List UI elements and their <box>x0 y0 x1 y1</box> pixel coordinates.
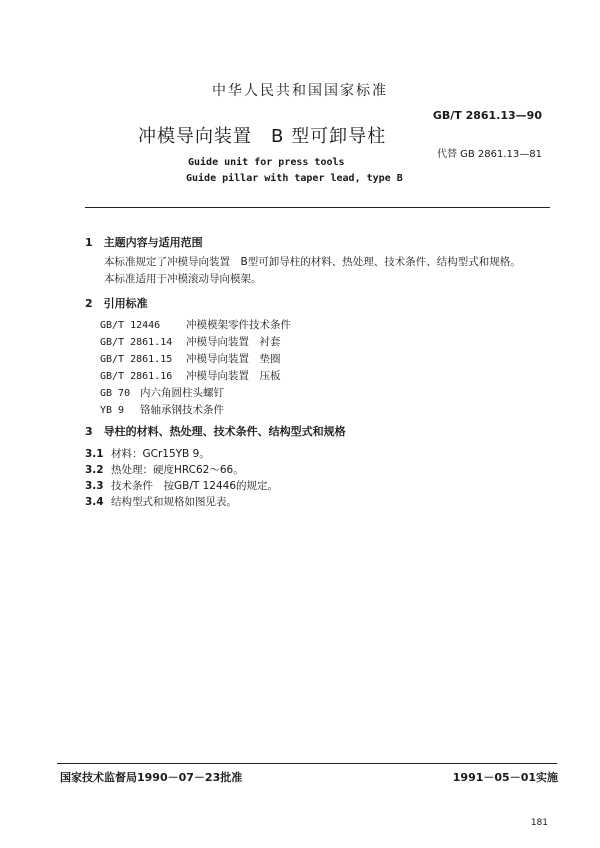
document-title-english-line2: Guide pillar with taper lead, type B <box>186 173 403 184</box>
clause-number: 3.2 <box>85 464 104 476</box>
reference-title: 冲模导向装置 垫圈 <box>186 353 281 365</box>
reference-row <box>100 368 281 383</box>
reference-row <box>100 385 224 400</box>
document-title-english-line1: Guide unit for press tools <box>188 157 345 168</box>
approval-date: 国家技术监督局1990－07－23批准 <box>60 771 243 784</box>
clause-item <box>85 478 278 493</box>
standard-number: GB/T 2861.13—90 <box>432 109 542 122</box>
reference-title: 内六角圆柱头螺钉 <box>140 387 224 399</box>
clause-number: 3.4 <box>85 496 104 508</box>
header-divider <box>85 207 550 208</box>
clause-number: 3.1 <box>85 448 104 460</box>
reference-title: 冲模导向装置 压板 <box>186 370 281 382</box>
reference-row <box>100 334 281 349</box>
clause-text: 技术条件 按GB/T 12446的规定。 <box>111 480 279 492</box>
reference-code: GB 70 <box>100 388 131 399</box>
section-1-heading: 1 主题内容与适用范围 <box>85 236 203 249</box>
reference-title: 冲模导向装置 衬套 <box>186 336 281 348</box>
reference-code: GB/T 2861.16 <box>100 371 173 382</box>
reference-row <box>100 317 291 332</box>
clause-text: 热处理：硬度HRC62～66。 <box>111 464 244 476</box>
national-standard-label: 中华人民共和国国家标准 <box>212 83 388 99</box>
section-1-paragraph-1: 本标准规定了冲模导向装置 B型可卸导柱的材料、热处理、技术条件、结构型式和规格。 <box>104 256 521 268</box>
section-1-paragraph-2: 本标准适用于冲模滚动导向模架。 <box>104 273 262 285</box>
clause-item <box>85 462 244 477</box>
reference-code: YB 9 <box>100 405 125 416</box>
clause-item <box>85 446 210 461</box>
clause-number: 3.3 <box>85 480 104 492</box>
reference-code: GB/T 12446 <box>100 320 161 331</box>
reference-row <box>100 402 224 417</box>
replaces-standard: 代替 GB 2861.13—81 <box>436 149 542 160</box>
clause-text: 结构型式和规格如图见表。 <box>111 496 237 508</box>
clause-text: 材料：GCr15YB 9。 <box>111 448 210 460</box>
footer-divider <box>57 763 557 764</box>
clause-item <box>85 494 237 509</box>
section-2-heading: 2 引用标准 <box>85 297 148 310</box>
reference-title: 铬轴承钢技术条件 <box>140 404 224 416</box>
section-3-heading: 3 导柱的材料、热处理、技术条件、结构型式和规格 <box>85 425 346 438</box>
reference-title: 冲模模架零件技术条件 <box>186 319 291 331</box>
reference-code: GB/T 2861.15 <box>100 354 173 365</box>
reference-row <box>100 351 281 366</box>
page-number: 181 <box>530 818 548 828</box>
reference-code: GB/T 2861.14 <box>100 337 173 348</box>
document-title-chinese: 冲模导向装置 B 型可卸导柱 <box>138 126 387 147</box>
implementation-date: 1991－05－01实施 <box>452 771 558 784</box>
